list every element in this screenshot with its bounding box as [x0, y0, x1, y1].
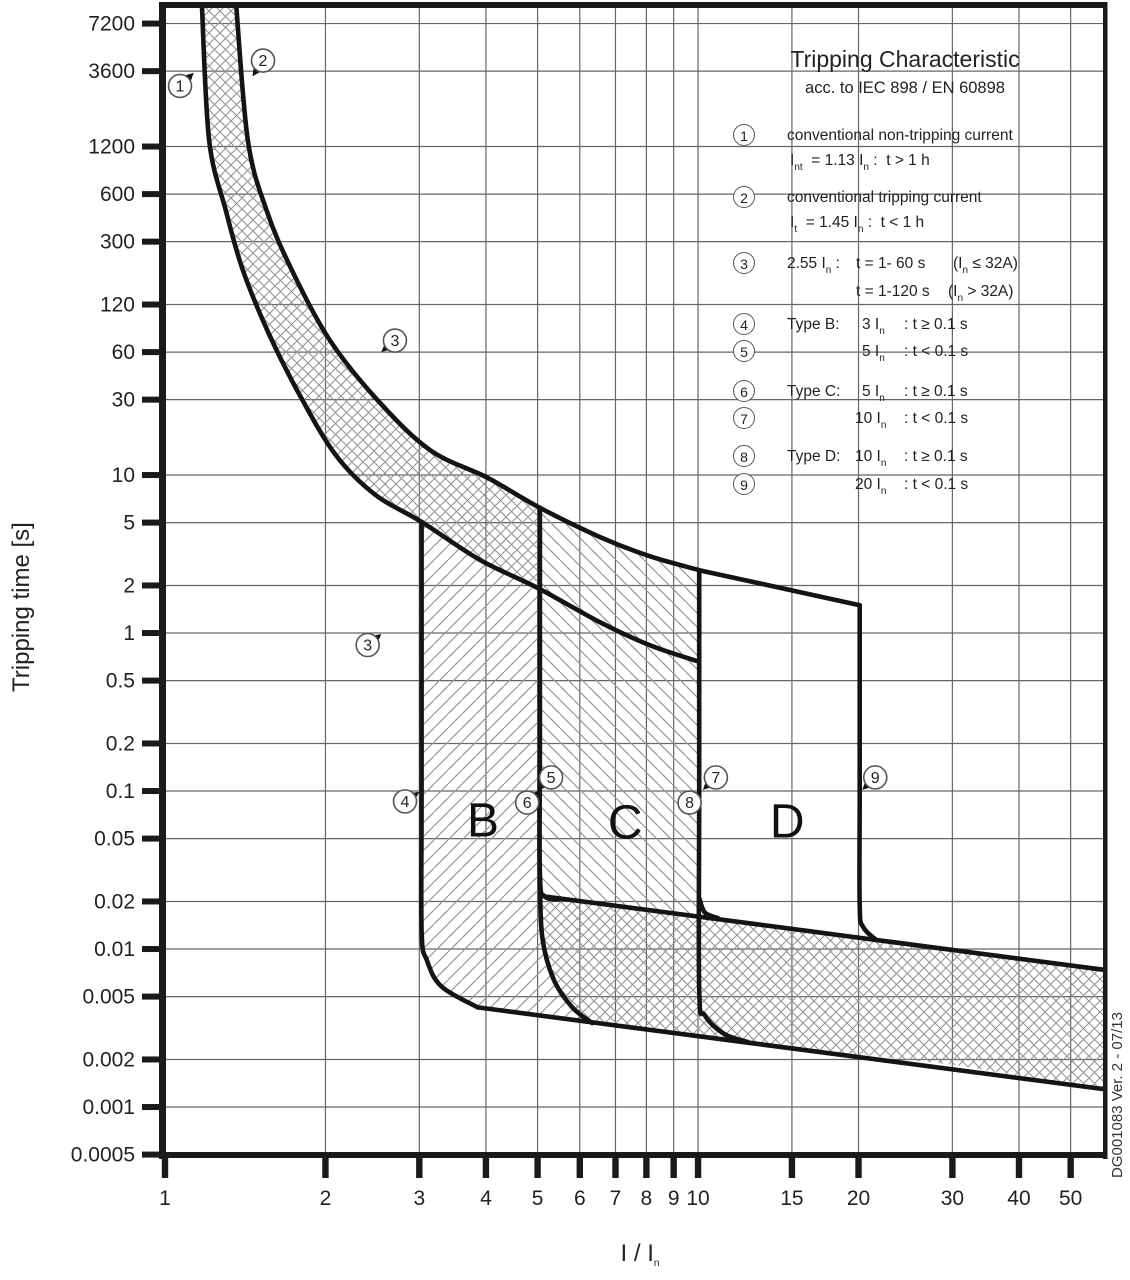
region-label-D: D — [769, 795, 805, 849]
marker-number-3: 3 — [363, 637, 373, 655]
x-tick-mark — [670, 1156, 676, 1178]
y-tick-label: 30 — [111, 388, 135, 412]
x-tick-mark — [1067, 1156, 1073, 1178]
legend-text — [790, 213, 924, 234]
x-axis-label: I / $I_n$ — [620, 1240, 660, 1269]
x-tick-label: 10 — [686, 1187, 710, 1210]
legend-item-number-4: 4 — [733, 313, 755, 335]
legend-subscript: n — [857, 224, 864, 235]
legend-text — [787, 254, 840, 275]
legend-text-segment: Type D: — [787, 448, 841, 465]
x-tick-mark — [577, 1156, 583, 1178]
legend-text — [856, 282, 930, 301]
legend-text — [862, 382, 885, 403]
y-tick-mark — [142, 788, 166, 794]
legend-text-segment: : t < 0.1 s — [904, 343, 969, 360]
legend-subscript: n — [957, 293, 964, 304]
legend-item-number-2: 2 — [733, 186, 755, 208]
legend-text — [862, 342, 885, 363]
y-axis-label: Tripping time [s] — [8, 522, 35, 692]
marker-number-5: 5 — [546, 769, 556, 787]
y-tick-mark — [142, 1104, 166, 1110]
legend-text-segment: : t < 0.1 s — [904, 476, 969, 493]
y-tick-mark — [142, 397, 166, 403]
y-tick-label: 10 — [111, 464, 135, 488]
y-tick-label: 0.005 — [82, 985, 135, 1009]
y-tick-label: 0.02 — [94, 890, 135, 914]
legend-text — [787, 126, 1013, 145]
y-tick-label: 1200 — [88, 135, 135, 159]
legend-text — [904, 447, 968, 466]
legend-text-segment: 20 I — [855, 476, 881, 493]
legend-text-segment: t = 1- 60 s — [856, 255, 926, 272]
legend-item-number-7: 7 — [733, 407, 755, 429]
y-tick-mark — [142, 520, 166, 526]
legend-item-number-8: 8 — [733, 445, 755, 467]
legend-item-number-3: 3 — [733, 252, 755, 274]
y-tick-label: 0.01 — [94, 938, 135, 962]
marker-number-3: 3 — [390, 333, 400, 351]
legend-text-segment: : t ≥ 0.1 s — [904, 383, 968, 400]
legend-text — [904, 409, 968, 428]
legend-text — [953, 254, 1018, 275]
y-tick-mark — [142, 1056, 166, 1062]
legend-subscript: t — [794, 224, 798, 235]
y-tick-mark — [142, 740, 166, 746]
y-tick-mark — [142, 582, 166, 588]
marker-number-1: 1 — [175, 78, 185, 96]
marker-number-7: 7 — [711, 769, 721, 787]
legend-item-number-6: 6 — [733, 380, 755, 402]
x-tick-mark — [612, 1156, 618, 1178]
x-tick-mark — [855, 1156, 861, 1178]
x-tick-label: 50 — [1058, 1187, 1083, 1210]
legend-text-segment: : t < 1 h — [863, 214, 925, 231]
legend-text-segment: : t < 0.1 s — [904, 410, 969, 427]
legend-text — [787, 315, 840, 334]
x-tick-label: 9 — [667, 1187, 680, 1210]
legend-text — [787, 188, 982, 207]
y-tick-mark — [142, 994, 166, 1000]
legend-text-segment: 2.55 I — [787, 255, 826, 272]
y-tick-mark — [142, 191, 166, 197]
legend-item-number-1: 1 — [733, 124, 755, 146]
document-id-side-text: DG001083 Ver. 2 - 07/13 — [1109, 1012, 1126, 1178]
x-tick-mark — [534, 1156, 540, 1178]
y-tick-mark — [142, 349, 166, 355]
legend-text-segment: (I — [953, 255, 963, 272]
y-tick-mark — [142, 144, 166, 150]
x-tick-label: 4 — [480, 1187, 492, 1210]
y-tick-label: 0.1 — [105, 780, 135, 804]
y-tick-label: 0.2 — [105, 732, 135, 756]
x-tick-mark — [1016, 1156, 1022, 1178]
legend-text-segment: conventional tripping current — [787, 189, 982, 206]
legend-subscript: n — [880, 486, 887, 497]
legend-subscript: n — [879, 393, 885, 404]
legend-subscript: n — [879, 326, 885, 337]
page-title: Tripping Characteristic — [790, 46, 1020, 72]
legend-text-segment: 5 I — [862, 383, 880, 400]
legend-text — [787, 447, 840, 466]
y-tick-label: 300 — [99, 230, 135, 254]
x-tick-label: 40 — [1007, 1187, 1031, 1210]
x-tick-mark — [789, 1156, 795, 1178]
y-tick-mark — [142, 946, 166, 952]
page-subtitle: acc. to IEC 898 / EN 60898 — [805, 79, 1005, 97]
axis-frame-right — [1103, 2, 1108, 1159]
legend-text — [904, 475, 968, 494]
legend-text-segment: : t ≥ 0.1 s — [904, 316, 968, 333]
y-tick-label: 120 — [99, 293, 135, 317]
legend-subscript: n — [863, 162, 869, 173]
legend-text — [862, 315, 885, 336]
x-tick-label: 20 — [846, 1187, 871, 1210]
x-tick-mark — [162, 1156, 168, 1178]
marker-number-9: 9 — [870, 769, 880, 787]
y-tick-mark — [142, 898, 166, 904]
x-tick-label: 30 — [940, 1187, 965, 1210]
x-tick-mark — [416, 1156, 422, 1178]
y-tick-mark — [142, 836, 166, 842]
region-label-C: C — [607, 796, 643, 850]
marker-number-8: 8 — [685, 795, 695, 813]
y-tick-mark — [142, 21, 166, 27]
y-tick-label: 0.001 — [82, 1096, 135, 1120]
legend-text — [904, 315, 968, 334]
y-tick-label: 2 — [123, 574, 135, 598]
legend-text — [855, 409, 886, 430]
legend-item-number-5: 5 — [733, 340, 755, 362]
legend-subscript: n — [962, 265, 969, 276]
legend-text-segment: I — [790, 152, 795, 169]
legend-item-number-9: 9 — [733, 473, 755, 495]
legend-subscript: n — [880, 458, 887, 469]
y-tick-mark — [142, 630, 166, 636]
y-tick-mark — [142, 239, 166, 245]
y-tick-mark — [142, 678, 166, 684]
legend-text-segment: = 1.13 I — [802, 152, 864, 169]
legend-text-segment: 10 I — [855, 448, 881, 465]
y-tick-label: 7200 — [88, 12, 135, 36]
x-tick-label: 5 — [531, 1187, 544, 1210]
legend-text-segment: : t > 1 h — [868, 152, 930, 169]
y-tick-label: 0.5 — [105, 669, 135, 693]
x-tick-mark — [322, 1156, 328, 1178]
legend-text — [855, 447, 886, 468]
x-tick-label: 2 — [319, 1187, 332, 1210]
y-tick-mark — [142, 68, 166, 74]
legend-subscript: n — [880, 420, 887, 431]
y-tick-label: 1 — [123, 622, 135, 646]
marker-number-6: 6 — [522, 795, 532, 813]
x-tick-mark — [695, 1156, 701, 1178]
region-label-B: B — [467, 794, 500, 848]
x-tick-mark — [949, 1156, 955, 1178]
legend-text-segment: = 1.45 I — [797, 214, 858, 231]
axis-frame-top — [159, 2, 1107, 8]
y-tick-mark — [142, 472, 166, 478]
legend-text-segment: Type B: — [787, 316, 840, 333]
legend-text-segment: : — [831, 255, 840, 272]
x-tick-label: 3 — [413, 1187, 426, 1210]
legend-text-segment: 3 I — [862, 316, 880, 333]
y-tick-label: 3600 — [88, 60, 135, 84]
marker-number-2: 2 — [258, 53, 268, 71]
legend-subscript: n — [879, 353, 885, 364]
legend-text — [856, 254, 925, 273]
legend-text — [948, 282, 1013, 303]
x-tick-mark — [483, 1156, 489, 1178]
y-tick-label: 600 — [99, 183, 135, 207]
legend-text-segment: I — [790, 214, 795, 231]
legend-text-segment: t = 1-120 s — [856, 283, 930, 300]
hatch-area-region-c-band — [540, 508, 699, 917]
y-tick-label: 0.05 — [94, 827, 135, 851]
legend-text — [787, 382, 840, 401]
y-tick-label: 60 — [111, 341, 135, 365]
legend-text-segment: Type C: — [787, 383, 841, 400]
legend-text-segment: (I — [948, 283, 958, 300]
legend-text — [904, 382, 968, 401]
x-tick-mark — [643, 1156, 649, 1178]
legend-text-segment: 10 I — [855, 410, 881, 427]
legend-text-segment: conventional non-tripping current — [787, 127, 1013, 144]
legend-text-segment: : t ≥ 0.1 s — [904, 448, 968, 465]
legend-text — [790, 151, 930, 172]
y-tick-label: 0.002 — [82, 1048, 135, 1072]
y-tick-label: 0.0005 — [70, 1143, 135, 1167]
legend-text-segment: ≤ 32A) — [968, 255, 1018, 272]
legend-text — [904, 342, 968, 361]
legend-text-segment: > 32A) — [963, 283, 1014, 300]
series-boundary-type-d-top — [699, 570, 860, 605]
x-tick-label: 7 — [609, 1187, 622, 1210]
legend-subscript: n — [825, 265, 832, 276]
x-tick-label: 6 — [573, 1187, 586, 1210]
x-tick-label: 1 — [159, 1187, 171, 1210]
y-tick-mark — [142, 302, 166, 308]
y-tick-label: 5 — [123, 511, 135, 535]
legend-text — [855, 475, 886, 496]
x-tick-label: 8 — [640, 1187, 653, 1210]
x-tick-label: 15 — [780, 1187, 804, 1210]
legend-text-segment: 5 I — [862, 343, 880, 360]
marker-number-4: 4 — [400, 793, 410, 811]
axis-frame-bottom — [159, 1152, 1107, 1158]
legend-subscript: nt — [794, 162, 803, 173]
axis-frame-left — [159, 2, 166, 1159]
